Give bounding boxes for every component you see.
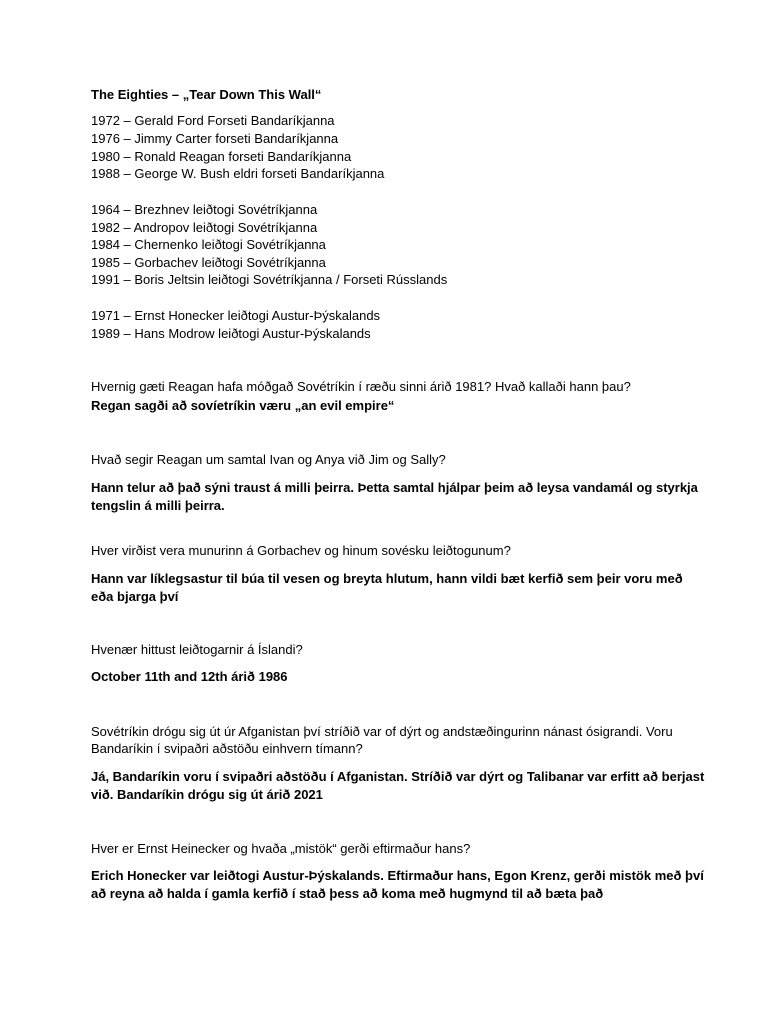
question-text: Bandaríkin í svipaðri aðstöðu einhvern tímann? bbox=[91, 741, 363, 756]
question-text: Hvað segir Reagan um samtal Ivan og Anya við Jim og Sally? bbox=[91, 452, 446, 467]
answer-text: Hann var líklegsastur til búa til vesen og breyta hlutum, hann vildi bæt kerfið sem þeir voru með bbox=[91, 571, 683, 586]
us-president-line: 1976 – Jimmy Carter forseti Bandaríkjanna bbox=[91, 131, 339, 146]
answer-text: Hann telur að það sýni traust á milli þeirra. Þetta samtal hjálpar þeim að leysa vandamál og styrkja bbox=[91, 480, 698, 495]
gdr-leader-line: 1989 – Hans Modrow leiðtogi Austur-Þýskalands bbox=[91, 326, 371, 341]
question-text: Hver virðist vera munurinn á Gorbachev og hinum sovésku leiðtogunum? bbox=[91, 543, 511, 558]
document-title: The Eighties – „Tear Down This Wall“ bbox=[91, 87, 322, 102]
us-president-line: 1980 – Ronald Reagan forseti Bandaríkjanna bbox=[91, 149, 352, 164]
soviet-leader-line: 1984 – Chernenko leiðtogi Sovétríkjanna bbox=[91, 237, 326, 252]
answer-text: October 11th and 12th árið 1986 bbox=[91, 669, 288, 684]
gdr-leader-line: 1971 – Ernst Honecker leiðtogi Austur-Þýskalands bbox=[91, 308, 381, 323]
answer-text: að reyna að halda í gamla kerfið í stað þess að koma með hugmynd til að bæta það bbox=[91, 886, 604, 901]
answer-text: eða bjarga því bbox=[91, 589, 179, 604]
answer-text: við. Bandaríkin drógu sig út árið 2021 bbox=[91, 787, 323, 802]
question-text: Sovétríkin drógu sig út úr Afganistan því stríðið var of dýrt og andstæðingurinn nánast ósigrandi. Voru bbox=[91, 724, 673, 739]
us-president-line: 1972 – Gerald Ford Forseti Bandaríkjanna bbox=[91, 113, 335, 128]
soviet-leader-line: 1985 – Gorbachev leiðtogi Sovétríkjanna bbox=[91, 255, 326, 270]
soviet-leader-line: 1964 – Brezhnev leiðtogi Sovétríkjanna bbox=[91, 202, 318, 217]
answer-text: Já, Bandaríkin voru í svipaðri aðstöðu í Afganistan. Stríðið var dýrt og Talibanar var erfitt að berjast bbox=[91, 769, 705, 784]
question-text: Hvenær hittust leiðtogarnir á Íslandi? bbox=[91, 642, 303, 657]
answer-text: tengslin á milli þeirra. bbox=[91, 498, 225, 513]
answer-text: Regan sagði að sovíetríkin væru „an evil empire“ bbox=[91, 398, 395, 413]
soviet-leader-line: 1982 – Andropov leiðtogi Sovétríkjanna bbox=[91, 220, 318, 235]
question-text: Hver er Ernst Heinecker og hvaða „mistök“ gerði eftirmaður hans? bbox=[91, 841, 471, 856]
answer-text: Erich Honecker var leiðtogi Austur-Þýskalands. Eftirmaður hans, Egon Krenz, gerði mistök með því bbox=[91, 868, 704, 883]
soviet-leader-line: 1991 – Boris Jeltsin leiðtogi Sovétríkjanna / Forseti Rússlands bbox=[91, 272, 448, 287]
question-text: Hvernig gæti Reagan hafa móðgað Sovétríkin í ræðu sinni árið 1981? Hvað kallaði hann þau? bbox=[91, 379, 631, 394]
us-president-line: 1988 – George W. Bush eldri forseti Bandaríkjanna bbox=[91, 166, 385, 181]
